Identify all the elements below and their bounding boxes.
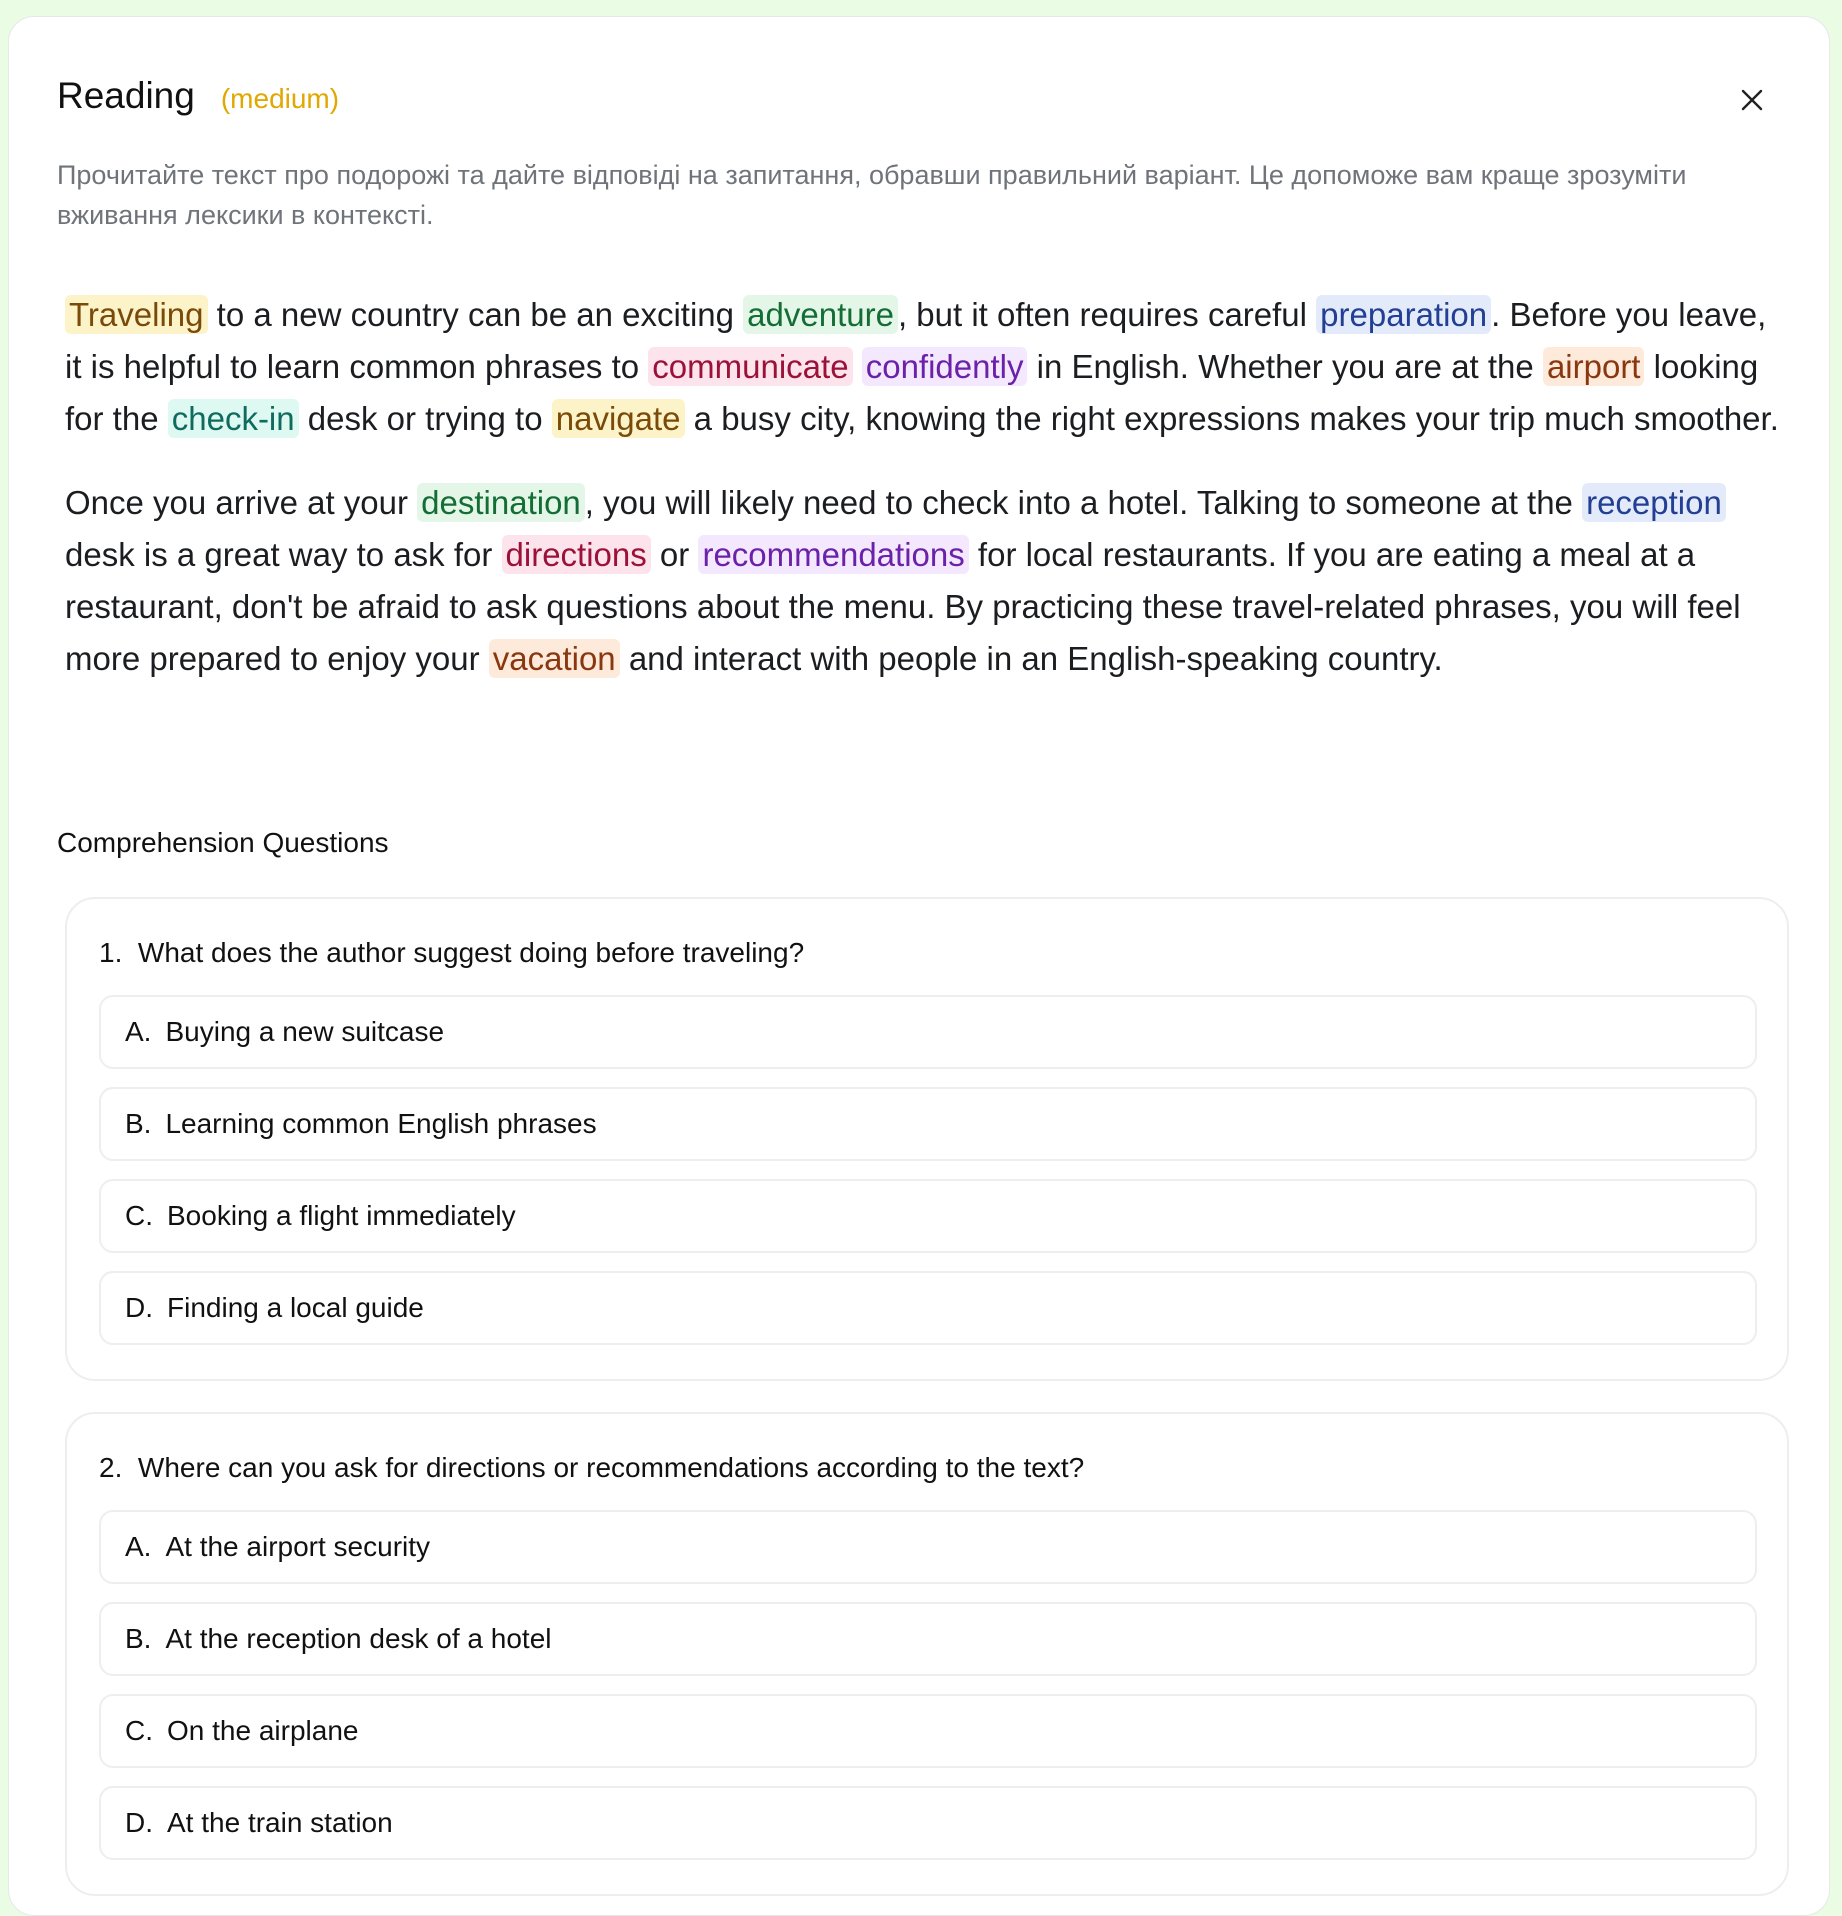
answer-option-b[interactable]: [99, 1087, 1757, 1161]
answer-option-a[interactable]: [99, 1510, 1757, 1584]
vocab-word[interactable]: destination: [417, 483, 585, 522]
question-card: [65, 1412, 1789, 1896]
question-number: 2.: [99, 1452, 123, 1483]
option-text: At the reception desk of a hotel: [165, 1623, 552, 1654]
answer-option-c[interactable]: [99, 1179, 1757, 1253]
vocab-word[interactable]: airport: [1543, 347, 1645, 386]
option-letter: B.: [125, 1108, 152, 1139]
passage-text: , you will likely need to check into a hotel. Talking to someone at the: [584, 484, 1583, 521]
passage-paragraph-1: [65, 289, 1785, 445]
option-letter: C.: [125, 1200, 153, 1231]
vocab-word[interactable]: preparation: [1316, 295, 1491, 334]
question-number: 1.: [99, 937, 123, 968]
option-letter: D.: [125, 1292, 153, 1323]
difficulty-label: (medium): [220, 83, 340, 114]
comprehension-heading: Comprehension Questions: [57, 827, 389, 858]
vocab-word[interactable]: recommendations: [698, 535, 968, 574]
passage-text: Once you arrive at your: [65, 484, 418, 521]
passage-text: and interact with people in an English-speaking country.: [619, 640, 1443, 677]
vocab-word[interactable]: confidently: [862, 347, 1028, 386]
modal-header: [57, 75, 339, 117]
question-label: What does the author suggest doing before traveling?: [137, 937, 805, 968]
answer-option-d[interactable]: [99, 1271, 1757, 1345]
option-letter: C.: [125, 1715, 153, 1746]
answer-option-d[interactable]: [99, 1786, 1757, 1860]
answer-option-a[interactable]: [99, 995, 1757, 1069]
vocab-word[interactable]: reception: [1582, 483, 1726, 522]
option-text: At the airport security: [165, 1531, 431, 1562]
question-label: Where can you ask for directions or recommendations according to the text?: [137, 1452, 1085, 1483]
answer-option-b[interactable]: [99, 1602, 1757, 1676]
passage-paragraph-2: [65, 477, 1785, 685]
instruction-text: Прочитайте текст про подорожі та дайте відповіді на запитання, обравши правильний варіант. Це допоможе вам краще зрозуміти вживання лексики в контексті.: [57, 160, 1687, 230]
vocab-word[interactable]: navigate: [552, 399, 685, 438]
option-text: Finding a local guide: [167, 1292, 424, 1323]
option-letter: D.: [125, 1807, 153, 1838]
passage-text: in English. Whether you are at the: [1027, 348, 1543, 385]
option-text: Buying a new suitcase: [165, 1016, 445, 1047]
passage-text: . Before you leave, it is helpful to learn common phrases to: [65, 296, 1767, 385]
option-text: On the airplane: [167, 1715, 359, 1746]
passage-text: looking for the: [65, 348, 1759, 437]
reading-passage: [65, 289, 1785, 717]
passage-text: desk or trying to: [298, 400, 552, 437]
passage-text: , but it often requires careful: [897, 296, 1317, 333]
reading-modal: [8, 16, 1830, 1916]
close-button[interactable]: [1737, 85, 1767, 115]
question-text: [99, 1452, 1084, 1484]
option-letter: A.: [125, 1531, 152, 1562]
passage-text: desk is a great way to ask for: [65, 536, 502, 573]
option-text: Booking a flight immediately: [167, 1200, 516, 1231]
answer-option-c[interactable]: [99, 1694, 1757, 1768]
option-letter: A.: [125, 1016, 152, 1047]
passage-text: or: [650, 536, 699, 573]
passage-text: [853, 348, 862, 385]
passage-text: a busy city, knowing the right expressions makes your trip much smoother.: [684, 400, 1779, 437]
modal-title: Reading: [57, 75, 195, 116]
vocab-word[interactable]: directions: [502, 535, 651, 574]
passage-text: to a new country can be an exciting: [207, 296, 744, 333]
vocab-word[interactable]: vacation: [489, 639, 620, 678]
option-text: Learning common English phrases: [165, 1108, 597, 1139]
option-letter: B.: [125, 1623, 152, 1654]
vocab-word[interactable]: Traveling: [65, 295, 208, 334]
passage-text: for local restaurants. If you are eating a meal at a restaurant, don't be afraid to ask questions about the menu. By practicing these travel-related phrases, you will feel more prepared to enjoy your: [65, 536, 1741, 677]
question-text: [99, 937, 804, 969]
vocab-word[interactable]: adventure: [743, 295, 898, 334]
question-card: [65, 897, 1789, 1381]
vocab-word[interactable]: check-in: [168, 399, 299, 438]
option-text: At the train station: [167, 1807, 393, 1838]
vocab-word[interactable]: communicate: [648, 347, 852, 386]
close-icon: [1737, 85, 1767, 115]
